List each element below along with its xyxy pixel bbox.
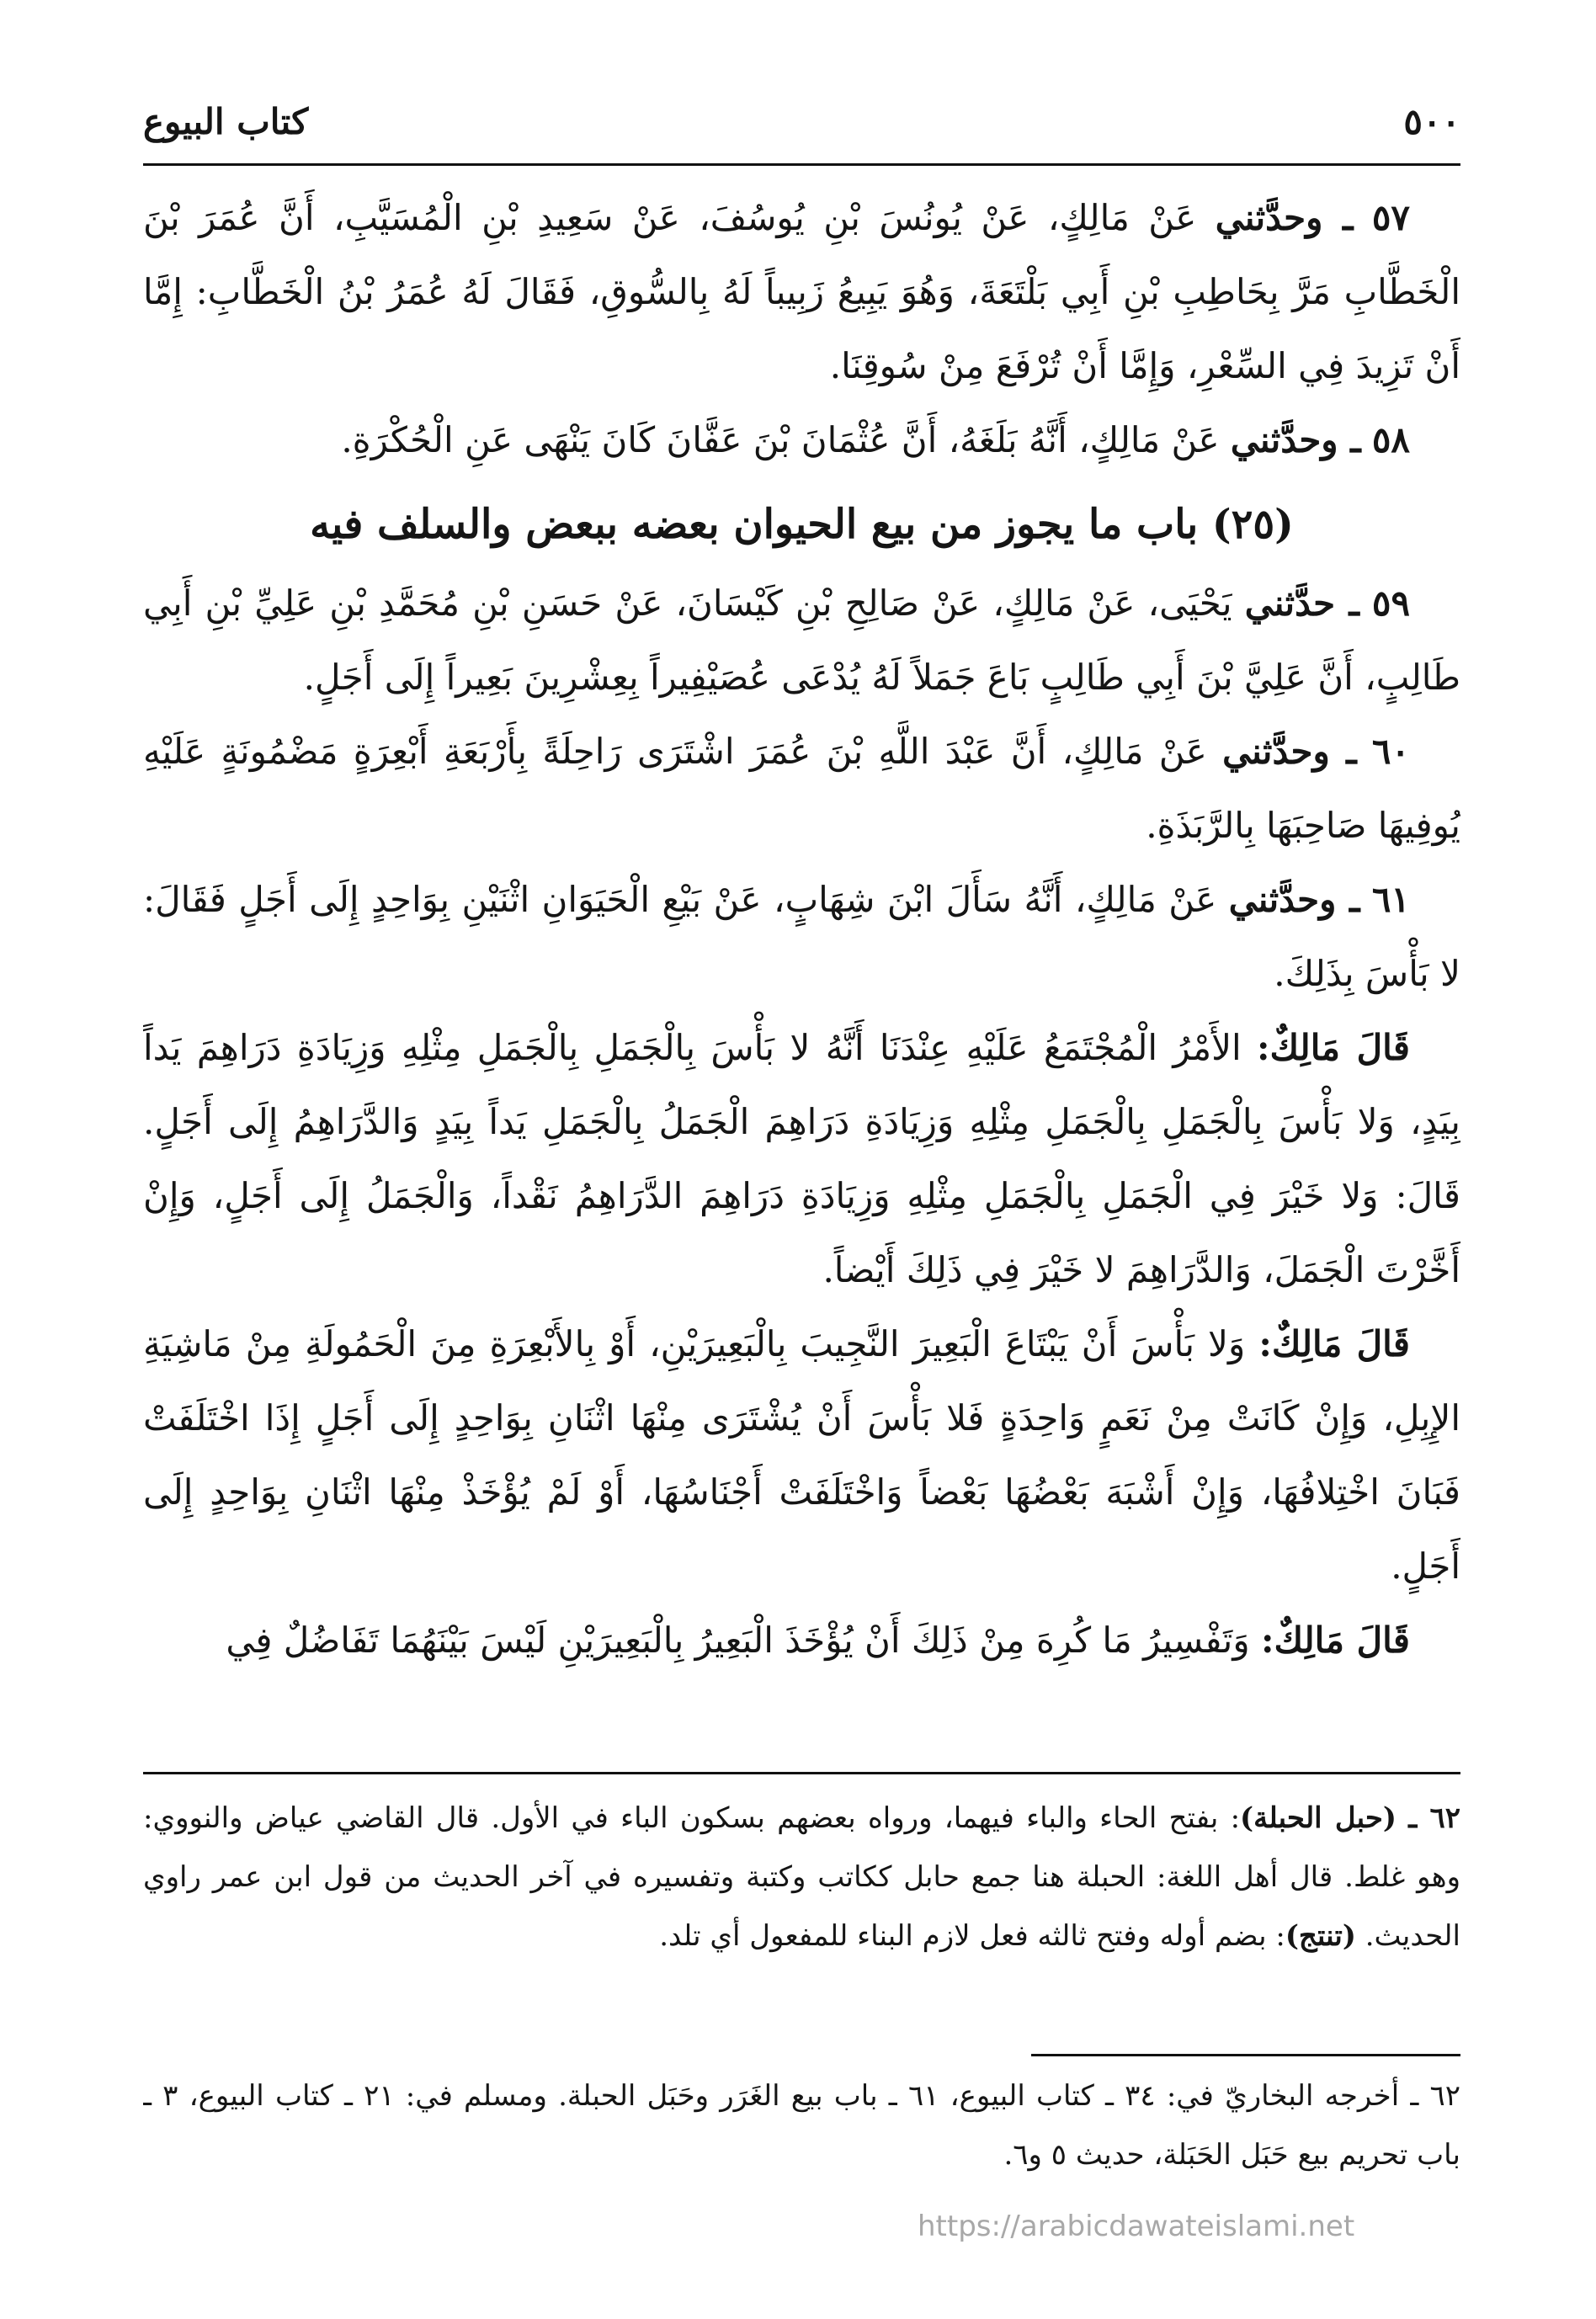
statement-lead: قَالَ مَالِكٌ: <box>1260 1620 1410 1661</box>
hadith-lead: وحدَّثني <box>1222 731 1330 772</box>
hadith-60: ٦٠ ـ وحدَّثني عَنْ مَالِكٍ، أَنَّ عَبْدَ اللَّهِ بْنَ عُمَرَ اشْتَرَى رَاحِلَةً بِأَرْبَعَةِ أَبْعِرَةٍ مَضْمُونَةٍ عَلَيْهِ يُوفِيهَا صَاحِبَهَا بِالرَّبَذَةِ. <box>143 731 1460 846</box>
footnote-number: ٦٢ ـ <box>1408 1801 1460 1835</box>
malik-statement-1 <box>143 1011 1460 1307</box>
page-header <box>143 94 1460 166</box>
hadith-number: ٥٩ <box>1371 582 1411 624</box>
hadith-text: عَنْ مَالِكٍ، أَنَّ عَبْدَ اللَّهِ بْنَ عُمَرَ اشْتَرَى رَاحِلَةً بِأَرْبَعَةِ أَبْعِرَةٍ مَضْمُونَةٍ عَلَيْهِ يُوفِيهَا صَاحِبَهَا بِالرَّبَذَةِ. <box>143 731 1460 846</box>
hadith-lead: وحدَّثني <box>1230 419 1338 460</box>
hadith-57: ٥٧ ـ وحدَّثني عَنْ مَالِكٍ، عَنْ يُونُسَ بْنِ يُوسُفَ، عَنْ سَعِيدِ بْنِ الْمُسَيَّبِ، أَنَّ عُمَرَ بْنَ الْخَطَّابِ مَرَّ بِحَاطِبِ بْنِ أَبِي بَلْتَعَةَ، وَهُوَ يَبِيعُ زَبِيباً لَهُ بِالسُّوقِ، فَقَالَ لَهُ عُمَرُ بْنُ الْخَطَّابِ: إِمَّا أَنْ تَزِيدَ فِي السِّعْرِ، وَإِمَّا أَنْ تُرْفَعَ مِنْ سُوقِنَا. <box>143 197 1460 386</box>
statement-lead: قَالَ مَالِكٌ: <box>1258 1323 1410 1364</box>
footnote-divider <box>143 1772 1460 1774</box>
book-title: كتاب البيوع <box>143 101 309 142</box>
statement-text: وَلا بَأْسَ أَنْ يَبْتَاعَ الْبَعِيرَ النَّجِيبَ بِالْبَعِيرَيْنِ، أَوْ بِالأَبْعِرَةِ مِنَ الْحَمُولَةِ مِنْ مَاشِيَةِ الإِبِلِ، وَإِنْ كَانَتْ مِنْ نَعَمٍ وَاحِدَةٍ فَلا بَأْسَ أَنْ يُشْتَرَى مِنْهَا اثْنَانِ بِوَاحِدٍ إِلَى أَجَلٍ إِذَا اخْتَلَفَتْ فَبَانَ اخْتِلافُهَا، وَإِنْ أَشْبَهَ بَعْضُهَا بَعْضاً وَاخْتَلَفَتْ أَجْنَاسُهَا، أَوْ لَمْ يُؤْخَذْ مِنْهَا اثْنَانِ بِوَاحِدٍ إِلَى أَجَلٍ. <box>143 1323 1460 1587</box>
hadith-number: ٦١ <box>1371 879 1410 920</box>
hadith-lead: حدَّثني <box>1244 582 1336 624</box>
hadith-61: ٦١ ـ وحدَّثني عَنْ مَالِكٍ، أَنَّهُ سَأَلَ ابْنَ شِهَابٍ، عَنْ بَيْعِ الْحَيَوَانِ اثْنَيْنِ بِوَاحِدٍ إِلَى أَجَلٍ فَقَالَ: لا بَأْسَ بِذَلِكَ. <box>143 879 1460 994</box>
footnote-text: : بفتح الحاء والباء فيهما، ورواه بعضهم بسكون الباء في الأول. قال القاضي عياض والنووي: وهو غلط. قال أهل اللغة: الحبلة هنا جمع حابل ككاتب وكتبة وتفسيره في آخر الحديث من قول ابن عمر راوي الحديث. <box>143 1801 1460 1953</box>
hadith-text: عَنْ مَالِكٍ، أَنَّهُ بَلَغَهُ، أَنَّ عُثْمَانَ بْنَ عَفَّانَ كَانَ يَنْهَى عَنِ الْحُكْرَةِ. <box>341 419 1220 460</box>
takhrij-text: ٦٢ ـ أخرجه البخاريّ في: ٣٤ ـ كتاب البيوع، ٦١ ـ باب بيع الغَرَر وحَبَل الحبلة. ومسلم في: ٢١ ـ كتاب البيوع، ٣ ـ باب تحريم بيع حَبَل الحَبَلة، حديث ٥ و٦. <box>143 2079 1460 2172</box>
statement-lead: قَالَ مَالِكٌ: <box>1257 1027 1410 1068</box>
malik-statement-3 <box>143 1604 1460 1678</box>
statement-text: وَتَفْسِيرُ مَا كُرِهَ مِنْ ذَلِكَ أَنْ يُؤْخَذَ الْبَعِيرُ بِالْبَعِيرَيْنِ لَيْسَ بَيْنَهُمَا تَفَاضُلٌ فِي <box>226 1620 1250 1661</box>
hadith-number: ٦٠ <box>1371 731 1410 772</box>
hadith-number: ٥٧ <box>1371 197 1410 238</box>
footnote-short-divider <box>1031 2054 1460 2056</box>
hadith-number: ٥٨ <box>1371 419 1410 460</box>
statement-text: الأَمْرُ الْمُجْتَمَعُ عَلَيْهِ عِنْدَنَا أَنَّهُ لا بَأْسَ بِالْجَمَلِ بِالْجَمَلِ مِثْلِهِ وَزِيَادَةِ دَرَاهِمَ يَداً بِيَدٍ، وَلا بَأْسَ بِالْجَمَلِ بِالْجَمَلِ مِثْلِهِ وَزِيَادَةِ دَرَاهِمَ الْجَمَلُ بِالْجَمَلِ يَداً بِيَدٍ وَالدَّرَاهِمُ إِلَى أَجَلٍ. قَالَ: وَلا خَيْرَ فِي الْجَمَلِ بِالْجَمَلِ مِثْلِهِ وَزِيَادَةِ دَرَاهِمَ الدَّرَاهِمُ نَقْداً، وَالْجَمَلُ إِلَى أَجَلٍ، وَإِنْ أَخَّرْتَ الْجَمَلَ، وَالدَّرَاهِمَ لا خَيْرَ فِي ذَلِكَ أَيْضاً. <box>143 1027 1460 1290</box>
watermark-url: https://arabicdawateislami.net <box>918 2210 1355 2243</box>
footnote-text: : بضم أوله وفتح ثالثه فعل لازم البناء للمفعول أي تلد. <box>659 1919 1285 1953</box>
footnote-term: (حبل الحبلة) <box>1240 1801 1396 1835</box>
hadith-59: ٥٩ ـ حدَّثني يَحْيَى، عَنْ مَالِكٍ، عَنْ صَالِحِ بْنِ كَيْسَانَ، عَنْ حَسَنِ بْنِ مُحَمَّدِ بْنِ عَلِيِّ بْنِ أَبِي طَالِبٍ، أَنَّ عَلِيَّ بْنَ أَبِي طَالِبٍ بَاعَ جَمَلاً لَهُ يُدْعَى عُصَيْفِيراً بِعِشْرِينَ بَعِيراً إِلَى أَجَلٍ. <box>143 582 1460 698</box>
chapter-heading: (٢٥) باب ما يجوز من بيع الحيوان بعضه ببعض والسلف فيه <box>310 501 1294 548</box>
hadith-lead: وحدَّثني <box>1228 879 1337 920</box>
page-number: ٥٠٠ <box>1403 101 1460 142</box>
main-text <box>143 181 1460 1755</box>
hadith-58: ٥٨ ـ وحدَّثني عَنْ مَالِكٍ، أَنَّهُ بَلَغَهُ، أَنَّ عُثْمَانَ بْنَ عَفَّانَ كَانَ يَنْهَى عَنِ الْحُكْرَةِ. <box>341 419 1410 460</box>
hadith-lead: وحدَّثني <box>1215 197 1323 238</box>
footnote-explanation <box>143 1789 1460 2033</box>
footnote-term: (تنتج) <box>1285 1919 1356 1953</box>
hadith-text: عَنْ مَالِكٍ، أَنَّهُ سَأَلَ ابْنَ شِهَابٍ، عَنْ بَيْعِ الْحَيَوَانِ اثْنَيْنِ بِوَاحِدٍ إِلَى أَجَلٍ فَقَالَ: لا بَأْسَ بِذَلِكَ. <box>143 879 1460 994</box>
hadith-text: يَحْيَى، عَنْ مَالِكٍ، عَنْ صَالِحِ بْنِ كَيْسَانَ، عَنْ حَسَنِ بْنِ مُحَمَّدِ بْنِ عَلِيِّ بْنِ أَبِي طَالِبٍ، أَنَّ عَلِيَّ بْنَ أَبِي طَالِبٍ بَاعَ جَمَلاً لَهُ يُدْعَى عُصَيْفِيراً بِعِشْرِينَ بَعِيراً إِلَى أَجَلٍ. <box>143 582 1460 698</box>
hadith-text: عَنْ مَالِكٍ، عَنْ يُونُسَ بْنِ يُوسُفَ، عَنْ سَعِيدِ بْنِ الْمُسَيَّبِ، أَنَّ عُمَرَ بْنَ الْخَطَّابِ مَرَّ بِحَاطِبِ بْنِ أَبِي بَلْتَعَةَ، وَهُوَ يَبِيعُ زَبِيباً لَهُ بِالسُّوقِ، فَقَالَ لَهُ عُمَرُ بْنُ الْخَطَّابِ: إِمَّا أَنْ تَزِيدَ فِي السِّعْرِ، وَإِمَّا أَنْ تُرْفَعَ مِنْ سُوقِنَا. <box>143 197 1460 386</box>
footnote-takhrij <box>143 2066 1460 2193</box>
malik-statement-2 <box>143 1307 1460 1604</box>
